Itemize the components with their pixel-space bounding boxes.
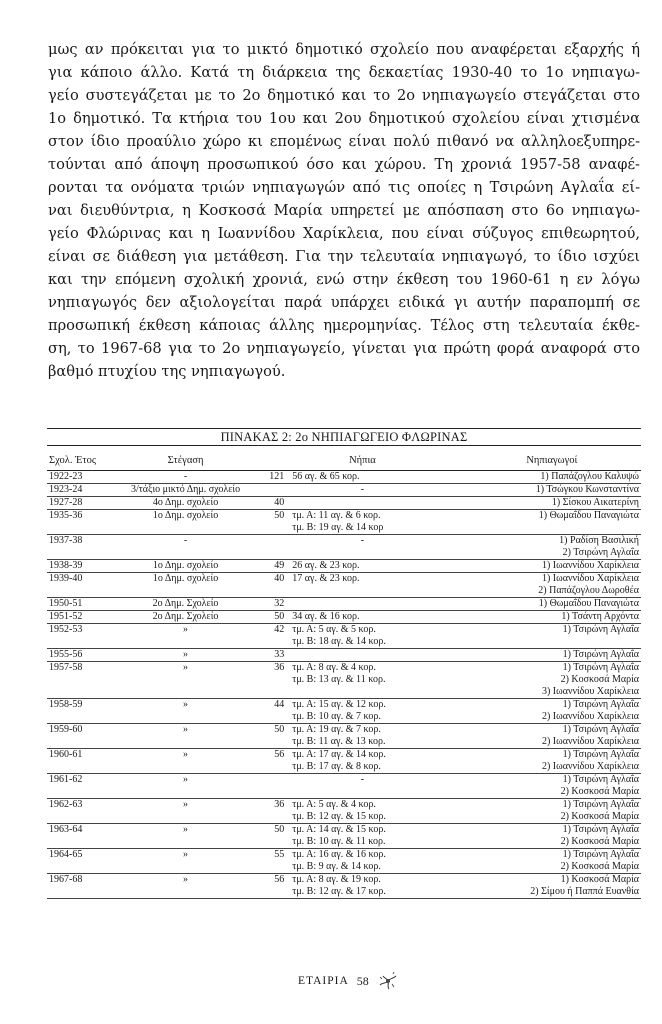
cell-teachers	[465, 662, 641, 698]
teacher-name: 2) Κοσκοσά Μαρία	[560, 786, 640, 797]
cell-children	[260, 598, 464, 610]
table-row	[47, 510, 641, 535]
table-title: ΠΙΝΑΚΑΣ 2: 2ο ΝΗΠΙΑΓΩΓΕΙΟ ΦΛΩΡΙΝΑΣ	[47, 428, 641, 446]
cell-housing: »	[183, 874, 189, 885]
children-total: 56	[274, 874, 285, 885]
teacher-name: 1) Τσιρώνη Αγλαΐα	[562, 774, 640, 785]
cell-children	[260, 774, 464, 798]
cell-children	[260, 573, 464, 597]
cell-children	[260, 497, 464, 509]
paragraph-line: στον ίδιο προαύλιο χώρο κι επομένως είναι πολύ πιθανό να αλληλοεξυπηρε-	[48, 133, 640, 150]
cell-housing: »	[183, 774, 189, 785]
teacher-name: 1) Τσιρώνη Αγλαΐα	[562, 749, 640, 760]
paragraph-line: 1ο δημοτικό. Τα κτήρια του 1ου και 2ου δημοτικού σχολείου είναι χτισμένα	[48, 110, 640, 127]
children-detail: -	[360, 535, 365, 546]
cell-year: 1957-58	[49, 662, 83, 673]
cell-year: 1958-59	[49, 699, 83, 710]
teacher-name: 1) Ραδίση Βασιλική	[559, 535, 640, 546]
teacher-name: 1) Τσιρώνη Αγλαΐα	[562, 649, 640, 660]
table-row	[47, 497, 641, 510]
table-row	[47, 484, 641, 497]
teacher-name: 2) Κοσκοσά Μαρία	[560, 674, 640, 685]
cell-children	[260, 624, 464, 648]
page-number: 58	[356, 973, 369, 988]
cell-year: 1964-65	[49, 849, 83, 860]
teacher-name: 3) Ιωαννίδου Χαρίκλεια	[541, 686, 640, 697]
cell-housing: »	[183, 799, 189, 810]
cell-teachers	[465, 573, 641, 597]
cell-children	[260, 535, 464, 559]
table-row	[47, 624, 641, 649]
children-count-line	[260, 611, 464, 623]
paragraph-line: νηπιαγωγός δεν αξιολογείται παρά υπάρχει ειδικά γι αυτήν παραπομπή σε	[48, 294, 640, 311]
cell-year: 1950-51	[49, 598, 83, 609]
paragraph-line: γείο Φλώρινας και η Ιωαννίδου Χαρίκλεια, που είναι σύζυγος επιθεωρητού,	[48, 225, 640, 242]
children-count-line	[260, 535, 464, 547]
paragraph-line: ρονται τα ονόματα τριών νηπιαγωγών από τις οποίες η Τσιρώνη Αγλαΐα εί-	[48, 179, 640, 196]
children-count-line	[260, 624, 464, 636]
children-detail: τμ. Β: 10 αγ. & 7 κορ.	[292, 711, 381, 722]
cell-year: 1927-28	[49, 497, 83, 508]
table-row	[47, 774, 641, 799]
cell-year: 1923-24	[49, 484, 83, 495]
cell-children	[260, 611, 464, 623]
teacher-name: 1) Παπάζογλου Καλυψώ	[540, 471, 640, 482]
children-total: 50	[274, 510, 285, 521]
teacher-name: 1) Θωμαΐδου Παναγιώτα	[538, 510, 640, 521]
children-detail: τμ. Β: 17 αγ. & 8 κορ.	[292, 761, 381, 772]
children-detail: τμ. Α: 5 αγ. & 5 κορ.	[292, 624, 376, 635]
cell-housing: 3/τάξιο μικτό Δημ. σχολείο	[130, 484, 241, 495]
teacher-name: 1) Θωμαΐδου Παναγιώτα	[538, 598, 640, 609]
table-row	[47, 598, 641, 611]
teacher-name: 2) Παπάζογλου Δωροθέα	[538, 585, 640, 596]
teacher-name: 1) Τσιρώνη Αγλαΐα	[562, 699, 640, 710]
cell-housing: -	[183, 535, 188, 546]
teacher-name: 2) Τσιρώνη Αγλαΐα	[562, 547, 640, 558]
children-detail: τμ. Α: 8 αγ. & 4 κορ.	[292, 662, 376, 673]
cell-children	[260, 849, 464, 873]
cell-children	[260, 824, 464, 848]
table-row	[47, 699, 641, 724]
header-year: Σχολ. Έτος	[49, 454, 97, 466]
cell-year: 1937-38	[49, 535, 83, 546]
cell-housing: 4ο Δημ. σχολείο	[152, 497, 219, 508]
teacher-name: 1) Τσιρώνη Αγλαΐα	[562, 724, 640, 735]
cell-teachers	[465, 699, 641, 723]
children-detail: 17 αγ. & 23 κορ.	[292, 573, 360, 584]
teacher-name: 2) Κοσκοσά Μαρία	[560, 811, 640, 822]
children-count-line	[260, 824, 464, 836]
children-detail: τμ. Β: 12 αγ. & 17 κορ.	[292, 886, 386, 897]
children-detail: τμ. Α: 8 αγ. & 19 κορ.	[292, 874, 381, 885]
children-count-line	[260, 699, 464, 711]
paragraph-line: μως αν πρόκειται για το μικτό δημοτικό σχολείο που αναφέρεται εξαρχής ή	[48, 41, 640, 58]
cell-teachers	[465, 874, 641, 898]
children-detail: τμ. Α: 19 αγ. & 7 κορ.	[292, 724, 381, 735]
cell-housing: »	[183, 724, 189, 735]
children-count-line	[260, 484, 464, 496]
children-detail: τμ. Β: 9 αγ. & 14 κορ.	[292, 861, 381, 872]
children-detail: τμ. Α: 17 αγ. & 14 κορ.	[292, 749, 386, 760]
cell-year: 1967-68	[49, 874, 83, 885]
paragraph-line: ση, το 1967-68 για το 2ο νηπιαγωγείο, γίνεται για πρώτη φορά αναφορά στο	[48, 340, 640, 357]
children-total: 55	[274, 849, 285, 860]
cell-teachers	[465, 749, 641, 773]
cell-children	[260, 510, 464, 534]
cell-housing: »	[183, 824, 189, 835]
table-row	[47, 573, 641, 598]
cell-children	[260, 749, 464, 773]
children-count-line	[260, 510, 464, 522]
table-row	[47, 849, 641, 874]
children-count-line	[260, 560, 464, 572]
cell-year: 1952-53	[49, 624, 83, 635]
cell-children	[260, 649, 464, 661]
cell-teachers	[465, 484, 641, 496]
children-total: 56	[274, 749, 285, 760]
children-count-line	[260, 724, 464, 736]
teacher-name: 1) Κοσκοσά Μαρία	[560, 874, 640, 885]
children-detail: τμ. Α: 14 αγ. & 15 κορ.	[292, 824, 386, 835]
children-detail: 26 αγ. & 23 κορ.	[292, 560, 360, 571]
cell-children	[260, 484, 464, 496]
cell-children	[260, 799, 464, 823]
children-count-line	[260, 849, 464, 861]
cell-year: 1938-39	[49, 560, 83, 571]
table-row	[47, 611, 641, 624]
cell-year: 1922-23	[49, 471, 83, 482]
teacher-name: 1) Ιωαννίδου Χαρίκλεια	[541, 560, 640, 571]
cell-teachers	[465, 598, 641, 610]
header-housing: Στέγαση	[167, 454, 204, 466]
table-row	[47, 535, 641, 560]
body-paragraph	[48, 38, 640, 383]
cell-teachers	[465, 624, 641, 648]
cell-teachers	[465, 560, 641, 572]
table-row	[47, 649, 641, 662]
table-row	[47, 662, 641, 699]
paragraph-line: γείο συστεγάζεται με το 2ο δημοτικό και το 2ο νηπιαγωγείο στεγάζεται στο	[48, 87, 640, 104]
cell-year: 1951-52	[49, 611, 83, 622]
paragraph-line: και την επόμενη σχολική χρονιά, ενώ στην έκθεση του 1960-61 η εν λόγω	[48, 271, 640, 288]
children-detail: τμ. Β: 10 αγ. & 11 κορ.	[292, 836, 386, 847]
cell-housing: 1ο Δημ. σχολείο	[152, 560, 219, 571]
cell-housing: 2ο Δημ. Σχολείο	[152, 598, 219, 609]
cell-housing: »	[183, 662, 189, 673]
teacher-name: 1) Τσιρώνη Αγλαΐα	[562, 624, 640, 635]
children-total: 42	[274, 624, 285, 635]
children-total: 33	[274, 649, 285, 660]
cell-year: 1963-64	[49, 824, 83, 835]
children-count-line	[260, 497, 464, 509]
teacher-name: 2) Κοσκοσά Μαρία	[560, 861, 640, 872]
children-detail: τμ. Β: 18 αγ. & 14 κορ.	[292, 636, 386, 647]
cell-teachers	[465, 724, 641, 748]
cell-housing: 1ο Δημ. σχολείο	[152, 573, 219, 584]
table-row	[47, 471, 641, 484]
cell-housing: »	[183, 624, 189, 635]
header-children: Νήπια	[349, 454, 376, 466]
cell-year: 1961-62	[49, 774, 83, 785]
paragraph-line: για κάποιο άλλο. Κατά τη διάρκεια της δεκαετίας 1930-40 το 1ο νηπιαγω-	[48, 64, 640, 81]
cell-year: 1960-61	[49, 749, 83, 760]
paragraph-line: βαθμό πτυχίου της νηπιαγωγού.	[48, 363, 286, 380]
children-count-line	[260, 598, 464, 610]
teacher-name: 1) Τσώγκου Κωνσταντίνα	[535, 484, 640, 495]
table-row	[47, 874, 641, 899]
teacher-name: 1) Τσιρώνη Αγλαΐα	[562, 662, 640, 673]
paragraph-line: προσωπική έκθεση κάποιας άλλης ημερομηνίας. Τέλος στη τελευταία έκθε-	[48, 317, 640, 334]
children-total: 36	[274, 799, 285, 810]
cell-housing: 1ο Δημ. σχολείο	[152, 510, 219, 521]
cell-children	[260, 662, 464, 698]
children-count-line	[260, 649, 464, 661]
teacher-name: 2) Σίμου ή Παππά Ευανθία	[530, 886, 640, 897]
table-row	[47, 724, 641, 749]
table-row	[47, 749, 641, 774]
table-row	[47, 824, 641, 849]
teacher-name: 1) Τσιρώνη Αγλαΐα	[562, 799, 640, 810]
cell-year: 1935-36	[49, 510, 83, 521]
children-detail: τμ. Α: 5 αγ. & 4 κορ.	[292, 799, 376, 810]
cell-teachers	[465, 824, 641, 848]
cell-teachers	[465, 497, 641, 509]
cell-teachers	[465, 510, 641, 534]
cell-year: 1939-40	[49, 573, 83, 584]
children-count-line	[260, 573, 464, 585]
cell-housing: -	[183, 471, 188, 482]
cell-children	[260, 699, 464, 723]
cell-teachers	[465, 471, 641, 483]
cell-teachers	[465, 649, 641, 661]
teacher-name: 1) Τσιρώνη Αγλαΐα	[562, 824, 640, 835]
children-total: 36	[274, 662, 285, 673]
children-total: 50	[274, 724, 285, 735]
children-detail: -	[360, 484, 365, 495]
cell-year: 1962-63	[49, 799, 83, 810]
table-header-row	[47, 450, 641, 471]
teacher-name: 2) Ιωαννίδου Χαρίκλεια	[541, 711, 640, 722]
teacher-name: 2) Κοσκοσά Μαρία	[560, 836, 640, 847]
children-total: 40	[274, 573, 285, 584]
children-count-line	[260, 471, 464, 483]
children-detail: 34 αγ. & 16 κορ.	[292, 611, 360, 622]
cell-children	[260, 471, 464, 483]
children-total: 40	[274, 497, 285, 508]
teacher-name: 1) Τσάντη Αρχόντα	[561, 611, 640, 622]
children-count-line	[260, 874, 464, 886]
children-total: 50	[274, 824, 285, 835]
teacher-name: 2) Ιωαννίδου Χαρίκλεια	[541, 736, 640, 747]
cell-children	[260, 560, 464, 572]
children-detail: -	[360, 774, 365, 785]
children-count-line	[260, 799, 464, 811]
children-total: 32	[274, 598, 285, 609]
children-detail: τμ. Β: 13 αγ. & 11 κορ.	[292, 674, 386, 685]
teacher-name: 1) Ιωαννίδου Χαρίκλεια	[541, 573, 640, 584]
header-teachers: Νηπιαγωγοί	[526, 454, 578, 466]
teacher-name: 1) Τσιρώνη Αγλαΐα	[562, 849, 640, 860]
cell-teachers	[465, 611, 641, 623]
children-count-line	[260, 774, 464, 786]
cell-housing: »	[183, 649, 189, 660]
data-table	[47, 428, 641, 899]
table-row	[47, 560, 641, 573]
children-detail: τμ. Α: 11 αγ. & 6 κορ.	[292, 510, 381, 521]
cell-year: 1955-56	[49, 649, 83, 660]
cell-teachers	[465, 535, 641, 559]
children-total: 44	[274, 699, 285, 710]
cell-children	[260, 874, 464, 898]
cell-housing: »	[183, 849, 189, 860]
cell-teachers	[465, 774, 641, 798]
children-total: 50	[274, 611, 285, 622]
cell-year: 1959-60	[49, 724, 83, 735]
paragraph-line: είναι σε διάθεση για μετάθεση. Για την τελευταία νηπιαγωγό, το ίδιο ισχύει	[48, 248, 640, 265]
children-total: 49	[274, 560, 285, 571]
children-total: 121	[269, 471, 285, 482]
cell-housing: 2ο Δημ. Σχολείο	[152, 611, 219, 622]
teacher-name: 1) Σίσκου Αικατερίνη	[551, 497, 640, 508]
cell-housing: »	[183, 749, 189, 760]
children-detail: τμ. Α: 15 αγ. & 12 κορ.	[292, 699, 386, 710]
journal-name: ΕΤΑΙΡΙΑ	[298, 975, 349, 987]
table-row	[47, 799, 641, 824]
children-detail: τμ. Β: 11 αγ. & 13 κορ.	[292, 736, 386, 747]
children-detail: τμ. Α: 16 αγ. & 16 κορ.	[292, 849, 386, 860]
children-detail: τμ. Β: 19 αγ. & 14 κορ	[292, 522, 384, 533]
children-count-line	[260, 662, 464, 674]
cell-teachers	[465, 799, 641, 823]
table-body	[47, 471, 641, 899]
paragraph-line: τούνται από άποψη προσωπικού όσο και χώρου. Τη χρονιά 1957-58 αναφέ-	[48, 156, 640, 173]
cell-teachers	[465, 849, 641, 873]
children-count-line	[260, 749, 464, 761]
cell-housing: »	[183, 699, 189, 710]
children-detail: 56 αγ. & 65 κορ.	[292, 471, 360, 482]
cell-children	[260, 724, 464, 748]
paragraph-line: ναι διευθύντρια, η Κοσκοσά Μαρία υπηρετεί με απόσπαση στο 6ο νηπιαγω-	[48, 202, 640, 219]
children-detail: τμ. Β: 12 αγ. & 15 κορ.	[292, 811, 386, 822]
floral-ornament-icon	[377, 970, 399, 992]
page-footer	[298, 970, 399, 992]
teacher-name: 2) Ιωαννίδου Χαρίκλεια	[541, 761, 640, 772]
